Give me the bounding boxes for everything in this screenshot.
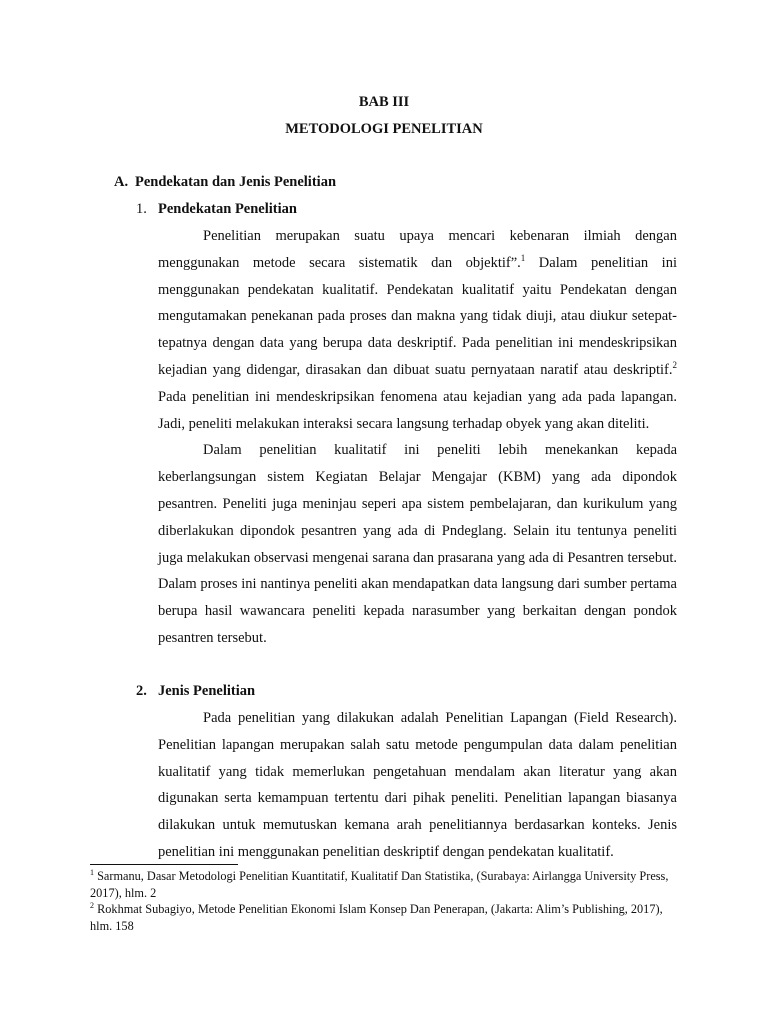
footnote-number: 2 (90, 901, 94, 911)
paragraph-text: Pada penelitian yang dilakukan adalah Penelitian Lapangan (Field Research). Penelitian lapangan merupakan salah satu metode pengumpulan data dalam penelitian kualitatif yang tidak memerlukan pengetahuan mendalam akan literatur yang akan digunakan serta kemampuan tertentu dari pihak peneliti. Penelitian lapangan biasanya dilakukan untuk memutuskan kemana arah penelitiannya berdasarkan konteks. Jenis penelitian ini menggunakan penelitian deskriptif dengan pendekatan kualitatif. (158, 710, 677, 860)
chapter-title: METODOLOGI PENELITIAN (285, 121, 483, 137)
paragraph-text: Dalam penelitian kualitatif ini peneliti lebih menekankan kepada keberlangsungan sistem Kegiatan Belajar Mengajar (KBM) yang ada dipondok pesantren. Peneliti juga meninjau seperi apa sistem pembelajaran, dan kurikulum yang diberlakukan dipondok pesantren yang ada di Pndeglang. Selain itu tentunya peneliti juga melakukan observasi mengenai sarana dan prasarana yang ada di Pesantren tersebut. Dalam proses ini nantinya peneliti akan mendapatkan data langsung dari sumber pertama berupa hasil wawancara peneliti kepada narasumber yang berkaitan dengan pondok pesantren tersebut. (158, 442, 677, 646)
footnote-text: Rokhmat Subagiyo, Metode Penelitian Ekonomi Islam Konsep Dan Penerapan, (Jakarta: Alim’s Publishing, 2017), hlm. 158 (90, 902, 663, 933)
paragraph (158, 705, 677, 866)
paragraph-text: Pada penelitian ini mendeskripsikan fenomena atau kejadian yang ada pada lapangan. Jadi, peneliti melakukan interaksi secara langsung terhadap obyek yang akan diteliti. (158, 388, 677, 432)
paragraph-text: Dalam penelitian ini menggunakan pendekatan kualitatif. Pendekatan kualitatif yaitu Pendekatan dengan mengutamakan penekanan pada proses dan makna yang tidak diuji, atau diukur setepat- tepatnya dengan data yang berupa data deskriptif. Pada penelitian ini mendeskripsikan kejadian yang didengar, dirasakan dan dibuat suatu pernyataan naratif atau deskriptif. (158, 254, 677, 378)
subsection-body-2 (158, 705, 677, 866)
section-title: Pendekatan dan Jenis Penelitian (135, 174, 337, 190)
footnote-ref: 2 (672, 360, 677, 371)
subsection-heading-2 (136, 683, 255, 700)
subsection-marker: 2. (136, 683, 147, 699)
footnote-number: 1 (90, 867, 94, 877)
paragraph (158, 437, 677, 651)
subsection-body-1 (158, 223, 677, 652)
footnote-ref: 1 (520, 252, 526, 263)
section-marker: A. (114, 174, 129, 190)
paragraph-text: Penelitian merupakan suatu upaya mencari kebenaran ilmiah dengan menggunakan metode secara sistematik dan objektif”. (158, 228, 677, 271)
section-heading-a (114, 174, 336, 191)
paragraph (158, 223, 677, 437)
chapter-number: BAB III (358, 94, 410, 110)
footnote (90, 901, 680, 934)
subsection-marker: 1. (136, 201, 147, 217)
footnotes (90, 868, 680, 934)
footnote-text: Sarmanu, Dasar Metodologi Penelitian Kuantitatif, Kualitatif Dan Statistika, (Surabaya: Airlangga University Press, 2017), hlm. 2 (90, 869, 669, 900)
subsection-title: Jenis Penelitian (158, 683, 256, 699)
footnote-separator (90, 864, 238, 865)
subsection-title: Pendekatan Penelitian (158, 201, 297, 217)
footnote (90, 868, 680, 901)
subsection-heading-1 (136, 201, 297, 218)
